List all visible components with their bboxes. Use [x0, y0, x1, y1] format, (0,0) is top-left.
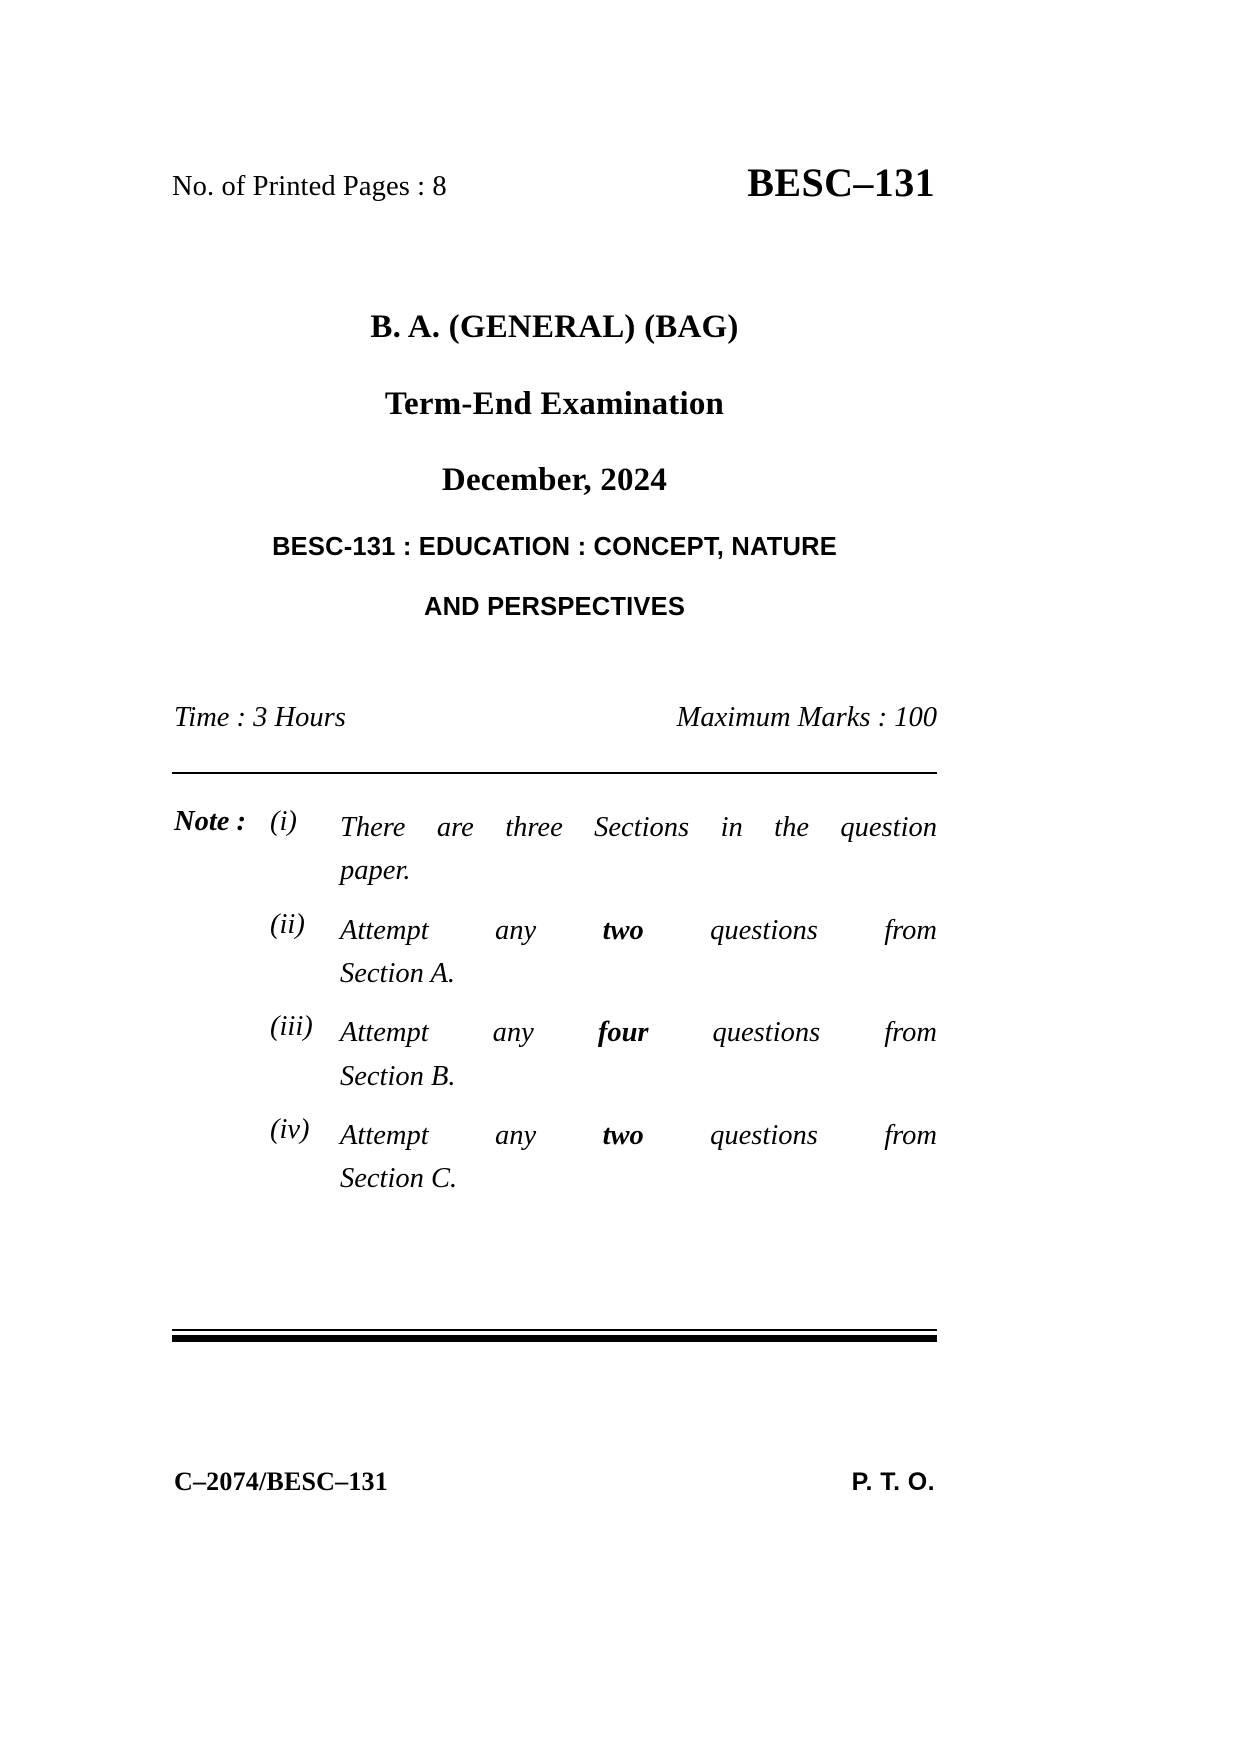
- note-text-post: questions from: [648, 1017, 937, 1049]
- note-text-line-1: There are three Sections in the question: [340, 812, 937, 843]
- time-allowed: Time : 3 Hours: [174, 702, 346, 733]
- note-emphasis: two: [602, 1119, 644, 1151]
- note-text-post: questions from: [643, 1119, 937, 1151]
- note-text: [340, 1114, 937, 1201]
- header-divider-rule: [172, 772, 937, 774]
- note-label: Note :: [174, 806, 247, 837]
- footer-divider-rule: [172, 1329, 937, 1342]
- note-text-line-2: Section A.: [340, 957, 456, 989]
- examination-title: Term-End Examination: [384, 385, 725, 422]
- note-text-line-2: Section B.: [340, 1060, 456, 1092]
- footer-paper-code: C–2074/BESC–131: [174, 1467, 388, 1496]
- note-item: [172, 1114, 937, 1201]
- note-text-pre: Attempt any: [340, 1119, 603, 1151]
- footer-rule-thick: [172, 1335, 937, 1342]
- note-text-line-1: [340, 1011, 937, 1054]
- note-item: [172, 1011, 937, 1098]
- note-text-line-1: [340, 909, 937, 952]
- note-text-post: questions from: [643, 914, 937, 946]
- note-text-pre: Attempt any: [340, 914, 603, 946]
- note-text-line-1: [340, 1114, 937, 1157]
- note-text-line-2: Section C.: [340, 1163, 458, 1195]
- note-block: [172, 806, 937, 1201]
- note-item: [172, 806, 937, 893]
- note-text-pre: Attempt any: [340, 1017, 598, 1049]
- programme-title: B. A. (GENERAL) (BAG): [370, 309, 739, 345]
- note-item: [172, 909, 937, 996]
- note-roman-numeral: (ii): [270, 908, 305, 940]
- note-text: [340, 1011, 937, 1098]
- maximum-marks: Maximum Marks : 100: [676, 702, 937, 733]
- page-footer: [172, 1467, 937, 1507]
- printed-pages-label: No. of Printed Pages : 8: [172, 171, 447, 202]
- note-emphasis: four: [597, 1017, 649, 1049]
- title-block: [172, 310, 937, 622]
- exam-meta-row: [172, 702, 937, 742]
- note-roman-numeral: (i): [270, 806, 297, 837]
- footer-pto-label: P. T. O.: [851, 1468, 935, 1496]
- header-row: [172, 160, 937, 225]
- session-title: December, 2024: [441, 462, 668, 499]
- note-emphasis: two: [602, 914, 644, 946]
- subject-title-line-2: AND PERSPECTIVES: [423, 593, 686, 622]
- note-roman-numeral: (iv): [270, 1113, 310, 1145]
- note-text-line-2: paper.: [340, 855, 411, 887]
- course-code: BESC–131: [747, 160, 935, 205]
- note-roman-numeral: (iii): [270, 1011, 313, 1043]
- subject-title-line-1: BESC-131 : EDUCATION : CONCEPT, NATURE: [272, 532, 837, 561]
- note-text: [340, 806, 937, 893]
- note-text: [340, 909, 937, 996]
